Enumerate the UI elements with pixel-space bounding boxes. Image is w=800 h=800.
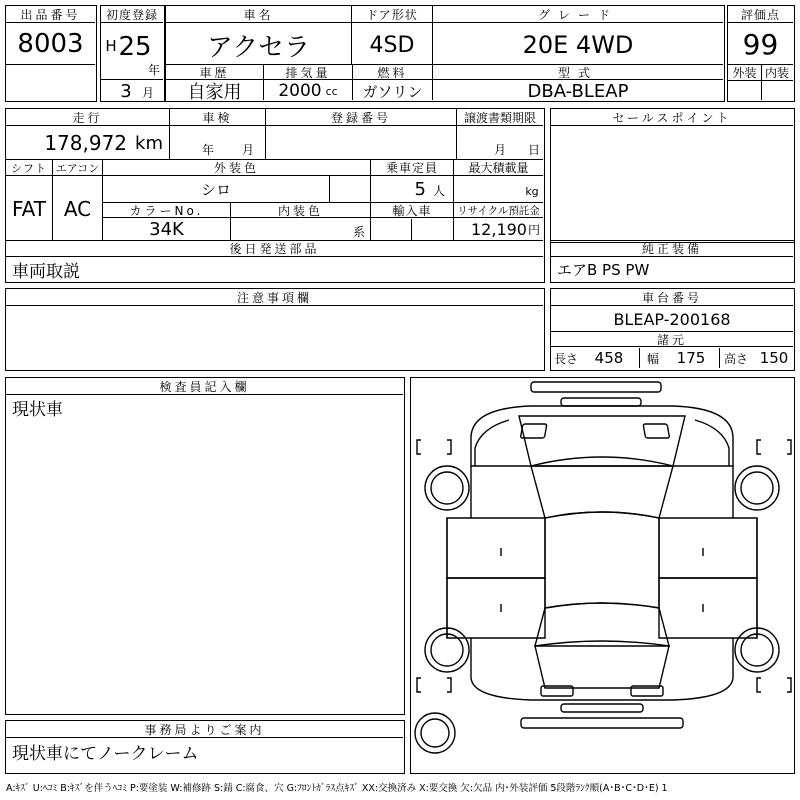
first-registration-box [100,5,165,102]
genuine-equip-value: エアB PS PW [557,260,650,279]
notes-box [5,288,545,371]
score-value: 99 [742,27,779,61]
ext-color-value: シロ [200,180,231,199]
recycle-value [454,219,543,240]
chassis-value: BLEAP-200168 [613,309,731,329]
capacity-label: 乗車定員 [371,160,453,176]
door-type: 4SD [369,32,415,58]
month-unit: 月 [141,85,154,100]
transfer-day-unit: 日 [527,142,540,157]
transfer-docs-label: 譲渡書類期限 [457,109,543,126]
car-name-label: 車名 [166,6,351,23]
length-label: 長さ [553,351,578,366]
shift-value: FAT [11,196,46,221]
lot-label: 出品番号 [6,6,95,23]
displacement-unit: cc [325,84,338,98]
office-label: 事務局よりご案内 [6,721,403,738]
sales-point-box [550,108,795,243]
score-label: 評価点 [728,6,793,23]
recycle-amount: 12,190 [471,220,527,239]
lot-box [5,5,97,102]
recycle-unit: 円 [527,223,540,237]
width-value: 175 [676,349,706,367]
main-info-box [165,5,725,102]
height-value: 150 [759,349,789,367]
recycle-label: リサイクル預託金 [454,203,543,218]
office-box [5,720,405,774]
inspection-month-unit: 月 [241,142,254,157]
mileage-number: 178,972 [44,131,128,155]
lot-number: 8003 [17,29,84,59]
displacement-label: 排気量 [264,65,352,80]
car-damage-diagram [410,377,795,774]
import-label: 輸入車 [371,203,453,218]
dims-label: 諸元 [551,332,793,347]
aircon-label: エアコン [53,160,102,176]
max-load-label: 最大積載量 [454,160,543,176]
fuel-label: 燃料 [353,65,432,80]
max-load-unit: kg [525,184,539,198]
mileage-label: 走行 [6,109,169,126]
chassis-label: 車台番号 [551,289,793,306]
inspector-label: 検査員記入欄 [6,378,403,395]
inspector-box [5,377,405,715]
color-no-label: カラーNo. [103,203,230,218]
later-parts-value: 車両取説 [12,261,80,282]
grade-label: グレード [433,6,723,23]
reg-month: 3 [120,80,132,102]
inspector-value: 現状車 [12,399,63,420]
damage-legend: A:ｷｽﾞ U:ﾍｺﾐ B:ｷｽﾞを伴うﾍｺﾐ P:要塗装 W:補修跡 S:錆 C:腐食、穴 G:ﾌﾛﾝﾄｶﾞﾗｽ点ｷｽﾞ XX:交換済み X:要交換 欠:欠品 内･外装評価 5段階ﾗﾝｸ順(A･B･C･D･E) 1 [6,783,668,794]
history-label: 車歴 [166,65,263,80]
capacity-value: 5 [414,178,426,200]
chassis-box [550,288,795,371]
color-no-value: 34K [149,219,184,240]
displacement-value [264,81,352,101]
year-unit: 年 [147,62,160,77]
grade: 20E 4WD [522,31,634,59]
capacity-unit: 人 [432,183,445,198]
mileage-value [6,127,169,159]
width-label: 幅 [646,351,659,366]
later-parts-label: 後日発送部品 [6,241,543,257]
length-value: 458 [594,349,624,367]
score-box [727,5,795,102]
displacement-number: 2000 [278,81,322,101]
history-value: 自家用 [187,82,242,103]
fuel-value: ガソリン [362,82,423,101]
ext-color-label: 外装色 [103,160,370,176]
reg-year: 25 [118,32,152,62]
shift-label: シフト [6,160,52,176]
first-reg-label: 初度登録 [101,6,163,23]
model-value: DBA-BLEAP [527,80,629,102]
reg-number-label: 登録番号 [266,109,456,126]
mileage-unit: km [135,132,163,154]
car-name: アクセラ [206,32,311,63]
exterior-label: 外装 [732,66,757,80]
door-label: ドア形状 [352,6,432,23]
int-color-label: 内装色 [231,203,370,218]
aircon-value: AC [63,196,92,221]
transfer-month-unit: 月 [493,142,506,157]
office-value: 現状車にてノークレーム [12,743,199,764]
genuine-equip-box [550,240,795,283]
inspection-label: 車検 [170,109,265,126]
sales-point-label: セールスポイント [551,109,793,126]
int-color-unit: 系 [352,224,365,239]
inspection-year-unit: 年 [201,142,214,157]
genuine-equip-label: 純正装備 [551,241,793,257]
vehicle-detail-box [5,108,545,283]
era: H [105,37,117,55]
height-label: 高さ [723,351,748,366]
interior-label: 内装 [764,66,789,80]
notes-label: 注意事項欄 [6,289,543,306]
model-label: 型式 [433,65,723,80]
